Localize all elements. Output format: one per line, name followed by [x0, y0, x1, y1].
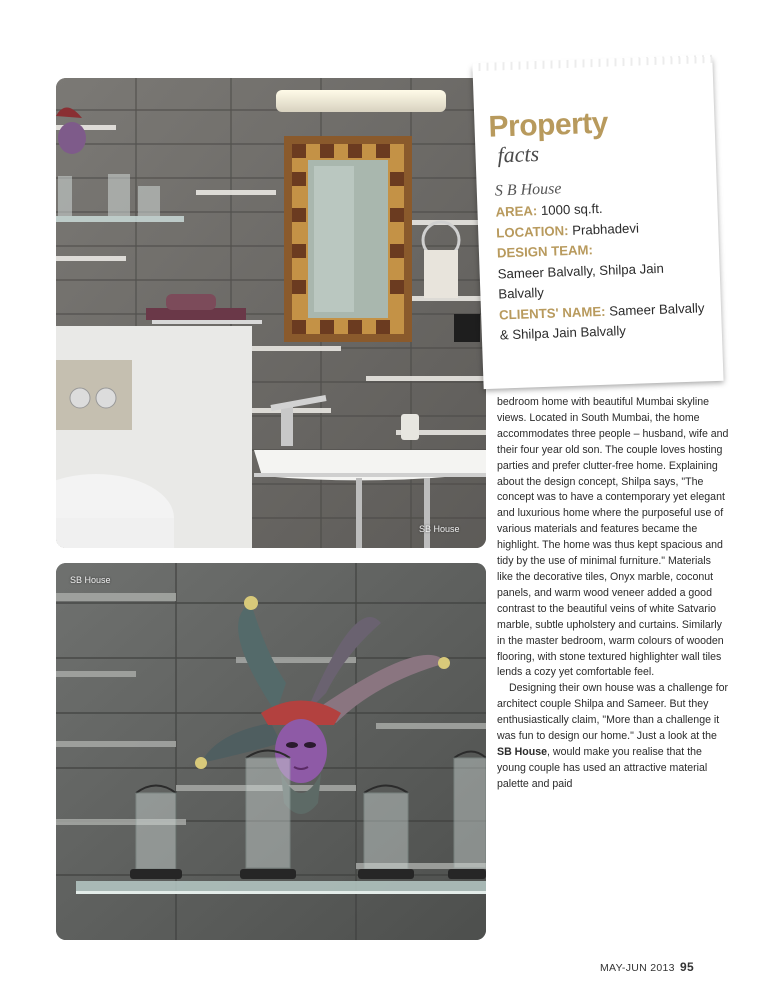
design-team-value: Sameer Balvally, Shilpa Jain Balvally	[497, 260, 665, 302]
design-team-label: DESIGN TEAM:	[496, 242, 594, 261]
article-bold-text: SB House	[497, 745, 548, 758]
area-label: AREA:	[495, 203, 538, 220]
bathroom-photo-art	[56, 78, 486, 548]
article-paragraph	[497, 681, 729, 792]
article-column	[497, 395, 729, 793]
bathroom-photo	[56, 78, 486, 548]
facts-subtitle: facts	[497, 141, 540, 168]
location-label: LOCATION:	[495, 222, 569, 241]
area-value: 1000 sq.ft.	[540, 200, 603, 218]
facts-title: Property	[487, 106, 609, 144]
property-facts-card	[472, 58, 723, 389]
location-value: Prabhadevi	[571, 220, 640, 238]
facts-house-name: S B House	[494, 180, 562, 200]
page-number: 95	[680, 960, 694, 974]
article-paragraph: bedroom home with beautiful Mumbai skyline views. Located in South Mumbai, the home accommodates three people – husband, wife and their four year old son. The couple loves hosting parties and prefer clutter-free home. Explaining about the design concept, Shilpa says, "The concept was to have a contemporary yet elegant and luxurious home where the purposeful use of various materials and features became the highlight. The home was thus kept spacious and tidy by the use of minimal furniture." Materials like the decorative tiles, Onyx marble, coconut panels, and warm wood veneer added a good contrast to the beautiful veins of white Satvario marble, subtle upholstery and curtains. Similarly in the master bedroom, warm colours of wooden flooring, with stone textured highlighter wall tiles lends a cozy yet comfortable feel.	[497, 396, 729, 679]
article-text: , would make you realise that the young couple has used an attractive material palette and paid	[497, 745, 708, 790]
page-footer	[600, 960, 694, 974]
facts-body	[495, 195, 706, 346]
mask-wall-photo	[56, 563, 486, 940]
issue-date: MAY-JUN 2013	[600, 962, 675, 974]
paper-tear-edge	[472, 55, 712, 71]
article-text: Designing their own house was a challenge for architect couple Shilpa and Sameer. But they enthusiastically claim, "More than a challenge it was fun to design our home." Just a look at the	[497, 682, 729, 743]
mask-wall-photo-art	[56, 563, 486, 940]
photo-caption: SB House	[419, 524, 460, 534]
photo-caption: SB House	[70, 575, 111, 585]
clients-name-label: CLIENTS' NAME:	[498, 303, 606, 323]
clients-name-value: Sameer Balvally & Shilpa Jain Balvally	[499, 299, 705, 343]
